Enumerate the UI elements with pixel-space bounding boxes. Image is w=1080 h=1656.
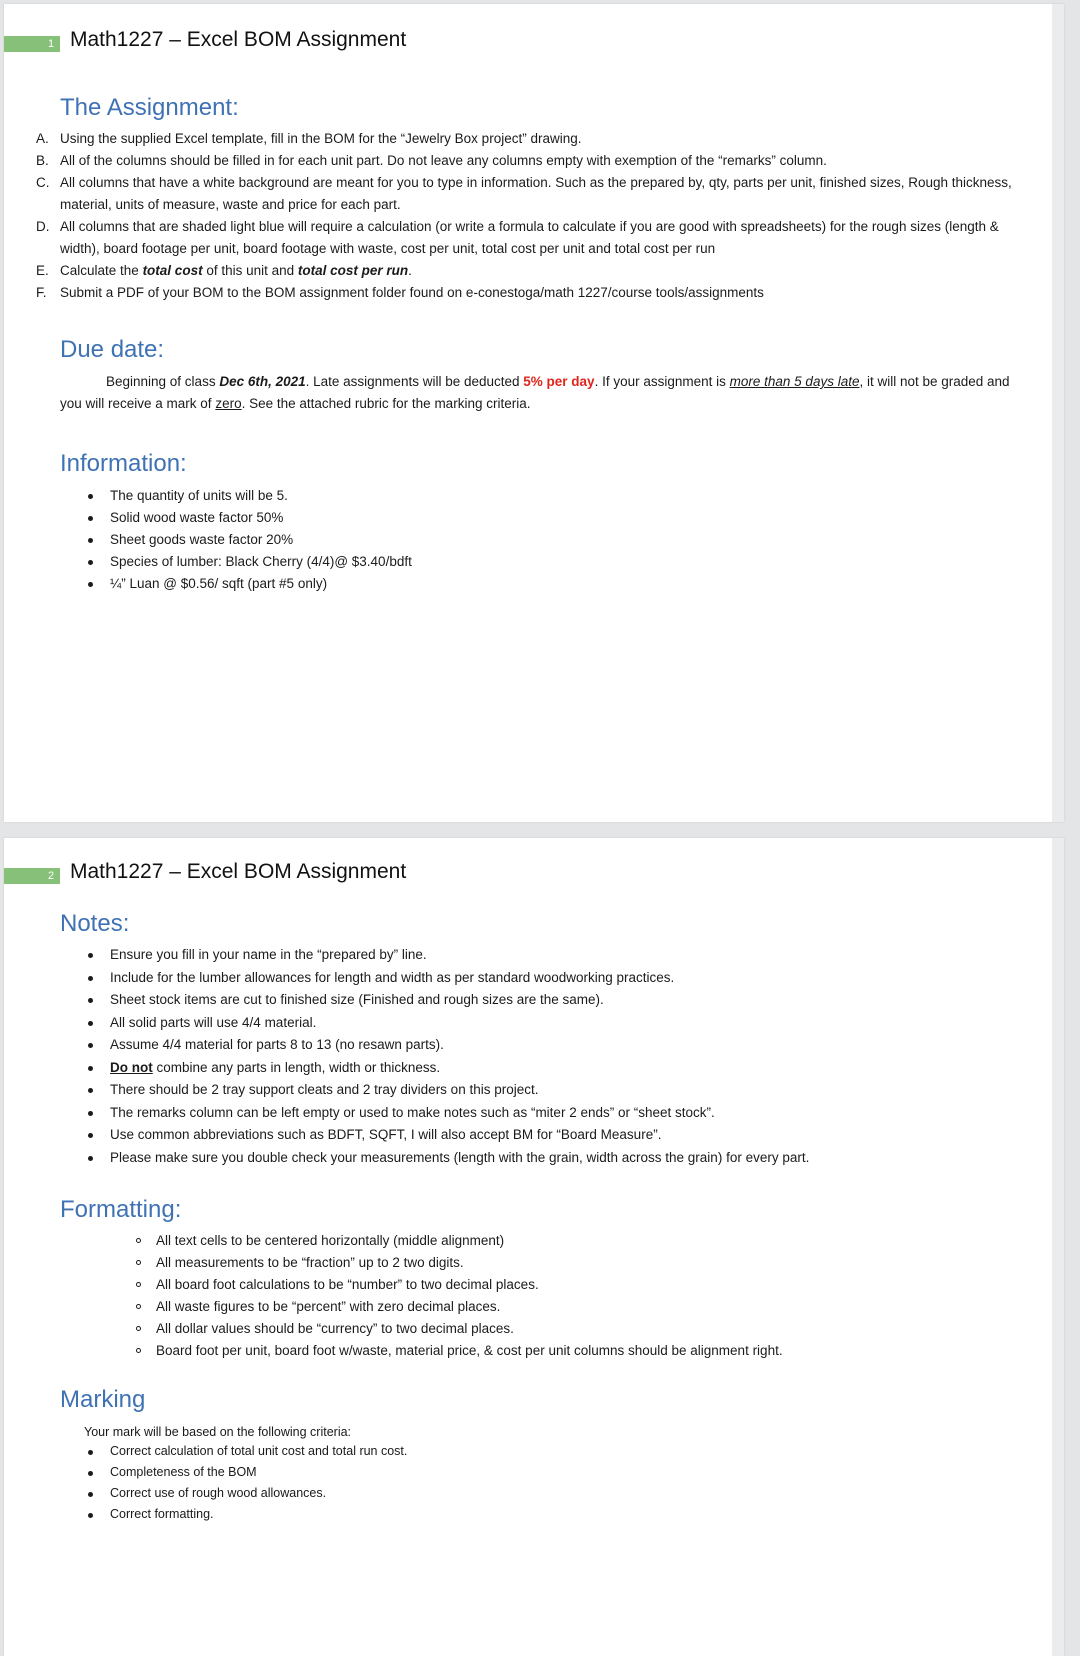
marking-heading: Marking — [60, 1386, 146, 1413]
bullet-icon — [88, 1471, 93, 1476]
list-item: D. All columns that are shaded light blue will require a calculation (or write a formula to calculate if you are good with spreadsheets) for the rough sizes (length & width), board footage per unit, board footage with waste, cost per unit, total cost per unit and total cost per run — [36, 219, 999, 256]
list-item: Please make sure you double check your measurements (length with the grain, width across the grain) for every part. — [86, 1147, 1046, 1170]
marking-intro: Your mark will be based on the following criteria: — [84, 1425, 352, 1439]
list-item: Assume 4/4 material for parts 8 to 13 (no resawn parts). — [86, 1034, 1046, 1057]
due-date-paragraph: Beginning of class Dec 6th, 2021. Late assignments will be deducted 5% per day. If your assignment is more than 5 days late, it will not be graded and you will receive a mark of zero. See the attached rubric for the marking criteria. — [60, 374, 1010, 411]
circle-bullet-icon — [136, 1326, 141, 1331]
circle-bullet-icon — [136, 1260, 141, 1265]
list-item: Solid wood waste factor 50% — [86, 507, 986, 529]
circle-bullet-icon — [136, 1304, 141, 1309]
list-item: All measurements to be “fraction” up to 2 two digits. — [134, 1252, 1034, 1274]
list-item: Sheet stock items are cut to finished size (Finished and rough sizes are the same). — [86, 989, 1046, 1012]
bullet-icon — [88, 538, 93, 543]
bullet-icon — [88, 516, 93, 521]
list-item: All waste figures to be “percent” with zero decimal places. — [134, 1296, 1034, 1318]
page-number-bar — [4, 36, 60, 52]
bullet-icon — [88, 1513, 93, 1518]
list-item: A. Using the supplied Excel template, fill in the BOM for the “Jewelry Box project” drawing. — [36, 131, 582, 146]
bullet-icon — [88, 1021, 93, 1026]
due-date-heading: Due date: — [60, 336, 165, 363]
page-number: 2 — [48, 870, 55, 882]
circle-bullet-icon — [136, 1348, 141, 1353]
notes-list — [86, 944, 1046, 1169]
bullet-icon — [88, 1088, 93, 1093]
bullet-icon — [88, 1492, 93, 1497]
list-item: Sheet goods waste factor 20% — [86, 529, 986, 551]
list-item: Correct formatting. — [86, 1504, 986, 1525]
list-item: All board foot calculations to be “number” to two decimal places. — [134, 1274, 1034, 1296]
page-title: Math1227 – Excel BOM Assignment — [70, 860, 407, 883]
page-edge — [1052, 838, 1064, 1656]
list-item: Completeness of the BOM — [86, 1462, 986, 1483]
formatting-list — [134, 1230, 1034, 1362]
list-item: All solid parts will use 4/4 material. — [86, 1012, 1046, 1035]
bullet-icon — [88, 560, 93, 565]
list-item: Include for the lumber allowances for length and width as per standard woodworking practices. — [86, 967, 1046, 990]
information-heading: Information: — [60, 450, 187, 477]
marking-list — [86, 1441, 986, 1525]
list-item: The quantity of units will be 5. — [86, 485, 986, 507]
list-item: F. Submit a PDF of your BOM to the BOM assignment folder found on e-conestoga/math 1227/course tools/assignments — [36, 285, 764, 300]
page-1 — [4, 4, 1064, 822]
list-item: ¼” Luan @ $0.56/ sqft (part #5 only) — [86, 573, 986, 595]
bullet-icon — [88, 1111, 93, 1116]
page-edge — [1052, 4, 1064, 822]
information-list — [86, 485, 986, 595]
bullet-icon — [88, 953, 93, 958]
page-number: 1 — [48, 38, 55, 50]
circle-bullet-icon — [136, 1238, 141, 1243]
circle-bullet-icon — [136, 1282, 141, 1287]
bullet-icon — [88, 1450, 93, 1455]
notes-heading: Notes: — [60, 910, 130, 937]
list-item: C. All columns that have a white background are meant for you to type in information. Such as the prepared by, qty, parts per unit, finished sizes, Rough thickness, material, units of measure, waste and price for each part. — [36, 175, 1012, 212]
bullet-icon — [88, 1133, 93, 1138]
list-item: There should be 2 tray support cleats and 2 tray dividers on this project. — [86, 1079, 1046, 1102]
due-date-value: Dec 6th, 2021 — [219, 374, 306, 389]
list-item: B. All of the columns should be filled in for each unit part. Do not leave any columns empty with exemption of the “remarks” column. — [36, 153, 827, 168]
formatting-heading: Formatting: — [60, 1196, 182, 1223]
list-item: Board foot per unit, board foot w/waste, material price, & cost per unit columns should be alignment right. — [134, 1340, 1034, 1362]
list-item: Do not combine any parts in length, width or thickness. — [86, 1057, 1046, 1080]
bullet-icon — [88, 976, 93, 981]
list-item: Correct calculation of total unit cost and total run cost. — [86, 1441, 986, 1462]
list-item: Species of lumber: Black Cherry (4/4)@ $3.40/bdft — [86, 551, 986, 573]
bullet-icon — [88, 494, 93, 499]
list-item: The remarks column can be left empty or used to make notes such as “miter 2 ends” or “sheet stock”. — [86, 1102, 1046, 1125]
bullet-icon — [88, 998, 93, 1003]
assignment-heading: The Assignment: — [60, 94, 239, 121]
bullet-icon — [88, 582, 93, 587]
list-item: E. Calculate the total cost of this unit and total cost per run. — [36, 263, 412, 278]
list-item: Correct use of rough wood allowances. — [86, 1483, 986, 1504]
list-item: Ensure you fill in your name in the “prepared by” line. — [86, 944, 1046, 967]
page-2 — [4, 838, 1064, 1656]
list-item: Use common abbreviations such as BDFT, SQFT, I will also accept BM for “Board Measure”. — [86, 1124, 1046, 1147]
list-item: All dollar values should be “currency” to two decimal places. — [134, 1318, 1034, 1340]
assignment-list — [36, 128, 1016, 304]
bullet-icon — [88, 1156, 93, 1161]
bullet-icon — [88, 1043, 93, 1048]
list-item: All text cells to be centered horizontally (middle alignment) — [134, 1230, 1034, 1252]
page-number-bar — [4, 868, 60, 884]
page-title: Math1227 – Excel BOM Assignment — [70, 28, 407, 51]
bullet-icon — [88, 1066, 93, 1071]
late-penalty: 5% per day — [523, 374, 595, 389]
